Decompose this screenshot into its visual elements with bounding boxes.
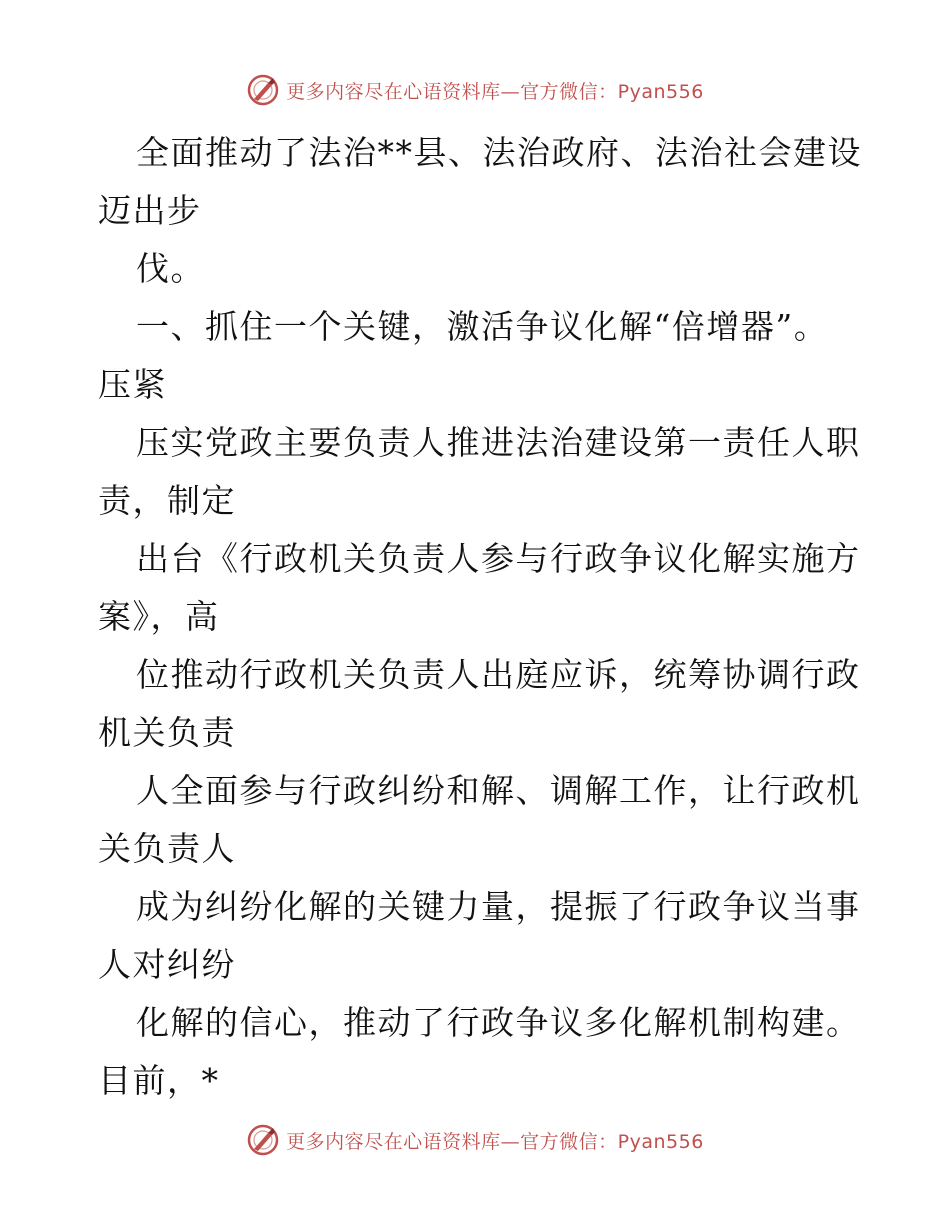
watermark-wechat-id: Pyan556 [617, 1130, 704, 1153]
watermark-text [286, 77, 704, 104]
text-line: 压紧 [98, 365, 167, 404]
text-line: 迈出步 [98, 191, 202, 230]
text-line: 关负责人 [98, 829, 236, 868]
text-line: 出台《行政机关负责人参与行政争议化解实施方 [136, 539, 861, 578]
text-line: 伐。 [136, 249, 205, 288]
text-line: 一、抓住一个关键，激活争议化解“倍增器”。 [136, 307, 829, 346]
text-line: 全面推动了法治**县、法治政府、法治社会建设 [136, 133, 862, 172]
text-line: 目前，* [98, 1061, 220, 1100]
watermark-footer [0, 1120, 950, 1160]
text-line: 责，制定 [98, 481, 236, 520]
text-line: 机关负责 [98, 713, 236, 752]
watermark-header [0, 70, 950, 110]
pen-nib-logo-icon [246, 73, 280, 107]
text-line: 人全面参与行政纠纷和解、调解工作，让行政机 [136, 771, 861, 810]
text-line: 化解的信心，推动了行政争议多化解机制构建。 [136, 1003, 861, 1042]
watermark-label: 更多内容尽在心语资料库—官方微信： [286, 1130, 618, 1153]
text-line: 位推动行政机关负责人出庭应诉，统筹协调行政 [136, 655, 861, 694]
watermark-text [286, 1127, 704, 1154]
text-line: 案》，高 [98, 597, 220, 636]
pen-nib-logo-icon [246, 1123, 280, 1157]
text-line: 成为纠纷化解的关键力量，提振了行政争议当事 [136, 887, 861, 926]
watermark-wechat-id: Pyan556 [617, 80, 704, 103]
text-line: 压实党政主要负责人推进法治建设第一责任人职 [136, 423, 861, 462]
text-line: 人对纠纷 [98, 945, 236, 984]
document-body [98, 124, 862, 1110]
watermark-label: 更多内容尽在心语资料库—官方微信： [286, 80, 618, 103]
